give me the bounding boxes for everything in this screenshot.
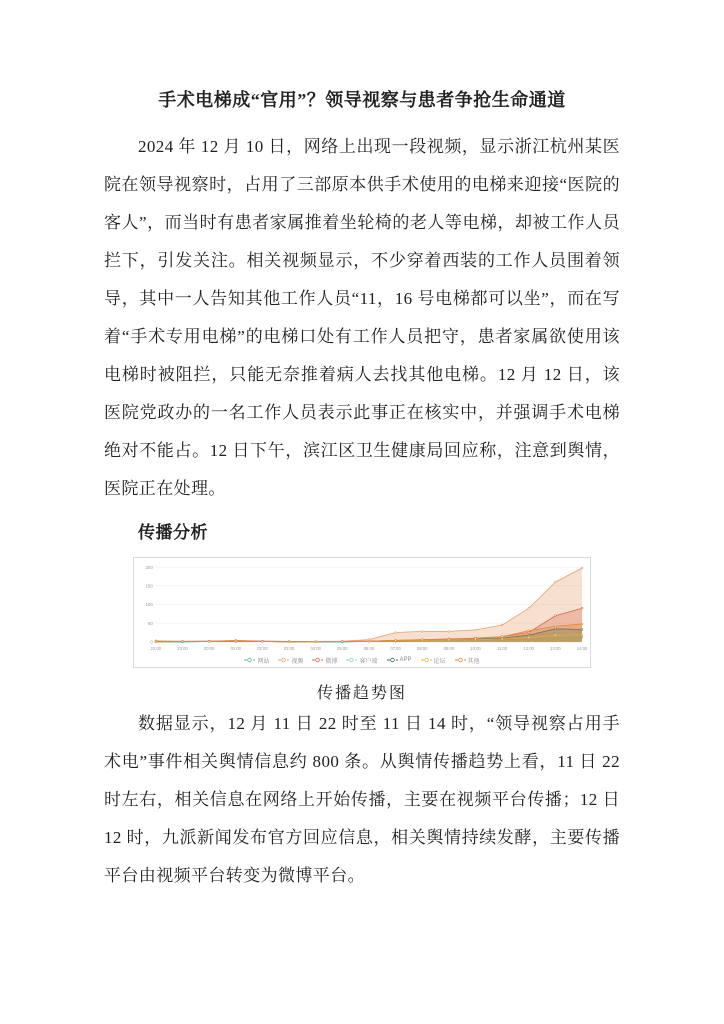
legend-label: APP (399, 657, 412, 663)
svg-text:04:00: 04:00 (310, 645, 321, 651)
svg-text:0: 0 (150, 639, 153, 645)
svg-text:00:00: 00:00 (203, 645, 215, 651)
legend-label: 视频 (291, 658, 304, 665)
legend-item-其他 (455, 656, 480, 665)
section-heading-spread-analysis: 传播分析 (138, 523, 208, 542)
svg-text:07:00: 07:00 (390, 645, 401, 651)
legend-label: 论坛 (433, 658, 446, 665)
svg-text:50: 50 (147, 620, 153, 626)
x-axis-labels (151, 646, 588, 651)
trend-chart-canvas (134, 560, 590, 656)
svg-text:03:00: 03:00 (283, 645, 295, 651)
legend-marker-icon (455, 657, 466, 663)
svg-text:11:00: 11:00 (497, 645, 508, 651)
legend-label: 网站 (257, 658, 270, 665)
legend-label: 客户端 (359, 658, 378, 665)
legend-item-视频 (278, 656, 303, 665)
legend-marker-icon (312, 657, 323, 663)
svg-text:200: 200 (145, 564, 153, 570)
svg-text:06:00: 06:00 (363, 645, 375, 651)
legend-marker-icon (346, 657, 357, 663)
legend-item-论坛 (421, 656, 446, 665)
legend-item-网站 (244, 656, 269, 665)
paragraph-data-analysis: 数据显示，12 月 11 日 22 时至 11 日 14 时，“领导视察占用手术电”事件相关舆情信息约 800 条。从舆情传播趋势上看，11 日 22 时左右，相关信息在网络上开始传播，主要在视频平台传播；12 日 12 时，九派新闻发布官方回应信息，相关舆情持续发酵，主要传播平台由视频平台转变为微博平台。 (104, 714, 620, 885)
legend-marker-icon (421, 657, 432, 663)
svg-text:100: 100 (145, 602, 153, 608)
svg-text:14:00: 14:00 (576, 645, 588, 651)
chart-legend (134, 654, 590, 666)
legend-marker-icon (244, 657, 255, 663)
svg-text:150: 150 (145, 583, 153, 589)
svg-text:05:00: 05:00 (337, 645, 348, 651)
legend-marker-icon (387, 657, 398, 663)
y-axis-labels (145, 565, 153, 645)
svg-text:02:00: 02:00 (257, 645, 268, 651)
svg-text:22:00: 22:00 (150, 645, 162, 651)
legend-label: 微博 (325, 658, 338, 665)
svg-text:01:00: 01:00 (230, 645, 242, 651)
trend-chart (133, 557, 591, 668)
document-title: 手术电梯成“官用”？领导视察与患者争抢生命通道 (158, 90, 566, 110)
legend-item-APP (387, 657, 412, 663)
svg-text:12:00: 12:00 (523, 645, 534, 651)
svg-text:10:00: 10:00 (470, 645, 481, 651)
legend-label: 其他 (467, 658, 480, 665)
svg-text:23:00: 23:00 (177, 645, 188, 651)
svg-text:09:00: 09:00 (443, 645, 455, 651)
legend-item-微博 (312, 656, 337, 665)
svg-text:13:00: 13:00 (550, 645, 561, 651)
legend-item-客户端 (346, 656, 377, 665)
paragraph-incident: 2024 年 12 月 10 日，网络上出现一段视频，显示浙江杭州某医院在领导视察时，占用了三部原本供手术使用的电梯来迎接“医院的客人”，而当时有患者家属推着坐轮椅的老人等电梯，却被工作人员拦下，引发关注。相关视频显示，不少穿着西装的工作人员围着领导，其中一人告知其他工作人员“11，16 号电梯都可以坐”，而在写着“手术专用电梯”的电梯口处有工作人员把守，患者家属欲使用该电梯时被阻拦，只能无奈推着病人去找其他电梯。12 月 12 日，该医院党政办的一名工作人员表示此事正在核实中，并强调手术电梯绝对不能占。12 日下午，滨江区卫生健康局回应称，注意到舆情，医院正在处理。 (104, 137, 620, 498)
legend-marker-icon (278, 657, 289, 663)
chart-caption: 传播趋势图 (316, 685, 407, 702)
svg-text:08:00: 08:00 (417, 645, 428, 651)
